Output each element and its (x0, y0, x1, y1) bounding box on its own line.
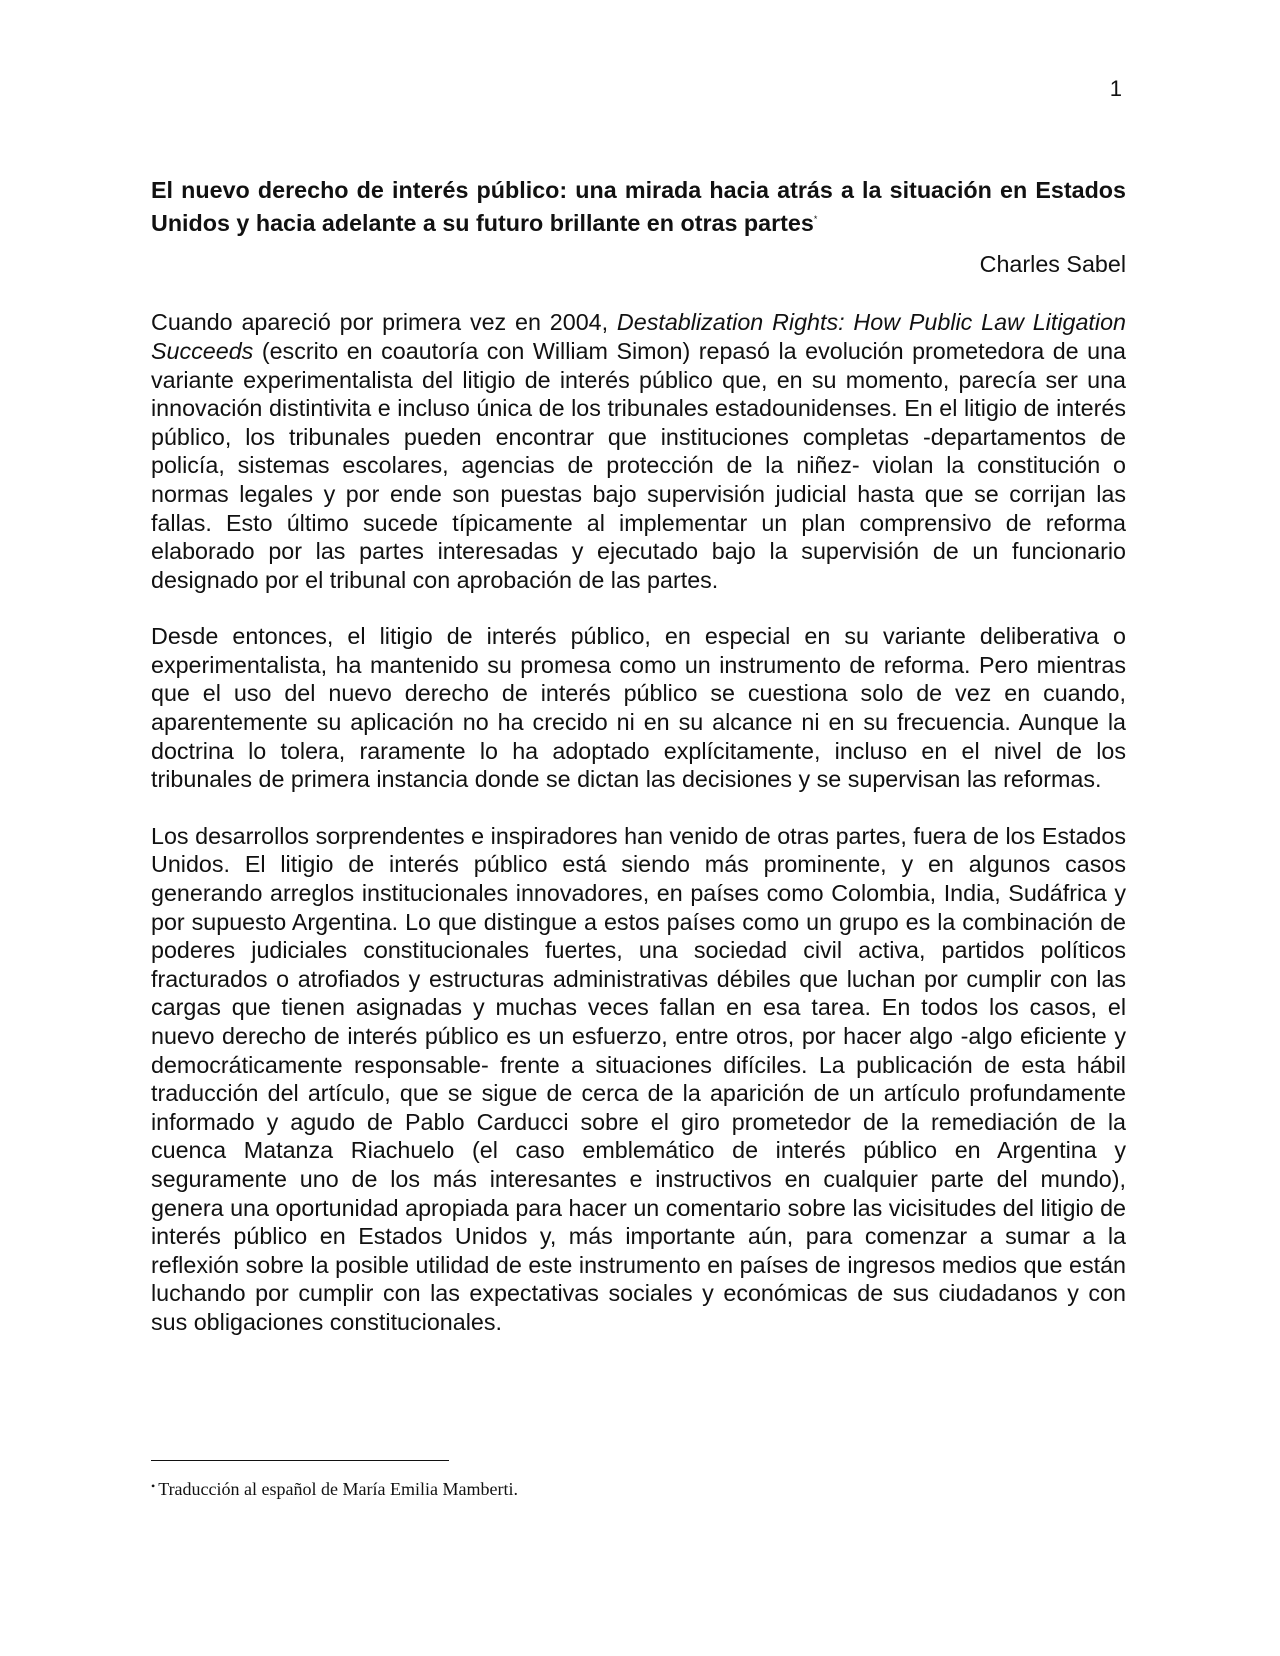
footnote (151, 1475, 1051, 1500)
footnote-text: Traducción al español de María Emilia Mamberti. (158, 1479, 518, 1499)
paragraph-1-rest: (escrito en coautoría con William Simon) repasó la evolución prometedora de una variante experimentalista del litigio de interés público que, en su momento, parecía ser una innovación distintivita e incluso única de los tribunales estadounidenses. En el litigio de interés público, los tribunales pueden encontrar que instituciones completas -departamentos de policía, sistemas escolares, agencias de protección de la niñez- violan la constitución o normas legales y por ende son puestas bajo supervisión judicial hasta que se corrijan las fallas. Esto último sucede típicamente al implementar un plan comprensivo de reforma elaborado por las partes interesadas y ejecutado bajo la supervisión de un funcionario designado por el tribunal con aprobación de las partes. (151, 337, 1126, 593)
title-footnote-marker: * (813, 213, 818, 224)
paragraph-1-intro: Cuando apareció por primera vez en 2004, (151, 309, 617, 336)
title-text: El nuevo derecho de interés público: una mirada hacia atrás a la situación en Estados Unidos y hacia adelante a su futuro brillante en otras partes (151, 177, 1126, 236)
page-number: 1 (1109, 76, 1122, 101)
footnote-separator (151, 1460, 449, 1461)
paragraph-2: Desde entonces, el litigio de interés público, en especial en su variante deliberativa o experimentalista, ha mantenido su promesa como un instrumento de reforma. Pero mientras que el uso del nuevo derecho de interés público se cuestiona solo de vez en cuando, aparentemente su aplicación no ha crecido ni en su alcance ni en su frecuencia. Aunque la doctrina lo tolera, raramente lo ha adoptado explícitamente, incluso en el nivel de los tribunales de primera instancia donde se dictan las decisiones y se supervisan las reformas. (151, 623, 1126, 793)
article-title (151, 176, 1126, 237)
paragraph-1 (151, 308, 1126, 594)
paragraph-3: Los desarrollos sorprendentes e inspiradores han venido de otras partes, fuera de los Estados Unidos. El litigio de interés público está siendo más prominente, y en algunos casos generando arreglos institucionales innovadores, en países como Colombia, India, Sudáfrica y por supuesto Argentina. Lo que distingue a estos países como un grupo es la combinación de poderes judiciales constitucionales fuertes, una sociedad civil activa, partidos políticos fracturados o atrofiados y estructuras administrativas débiles que luchan por cumplir con las cargas que tienen asignadas y muchas veces fallan en esa tarea. En todos los casos, el nuevo derecho de interés público es un esfuerzo, entre otros, por hacer algo -algo eficiente y democráticamente responsable- frente a situaciones difíciles. La publicación de esta hábil traducción del artículo, que se sigue de cerca de la aparición de un artículo profundamente informado y agudo de Pablo Carducci sobre el giro prometedor de la remediación de la cuenca Matanza Riachuelo (el caso emblemático de interés público en Argentina y seguramente uno de los más interesantes e instructivos en cualquier parte del mundo), genera una oportunidad apropiada para hacer un comentario sobre las vicisitudes del litigio de interés público en Estados Unidos y, más importante aún, para comenzar a sumar a la reflexión sobre la posible utilidad de este instrumento en países de ingresos medios que están luchando por cumplir con las expectativas sociales y económicas de sus ciudadanos y con sus obligaciones constitucionales. (151, 822, 1126, 1335)
footnote-marker: • (151, 1479, 156, 1493)
cited-article-title: Destablization Rights: How Public Law Litigation Succeeds (151, 309, 1126, 364)
author-name: Charles Sabel (979, 250, 1126, 277)
document-body (151, 176, 1126, 1365)
